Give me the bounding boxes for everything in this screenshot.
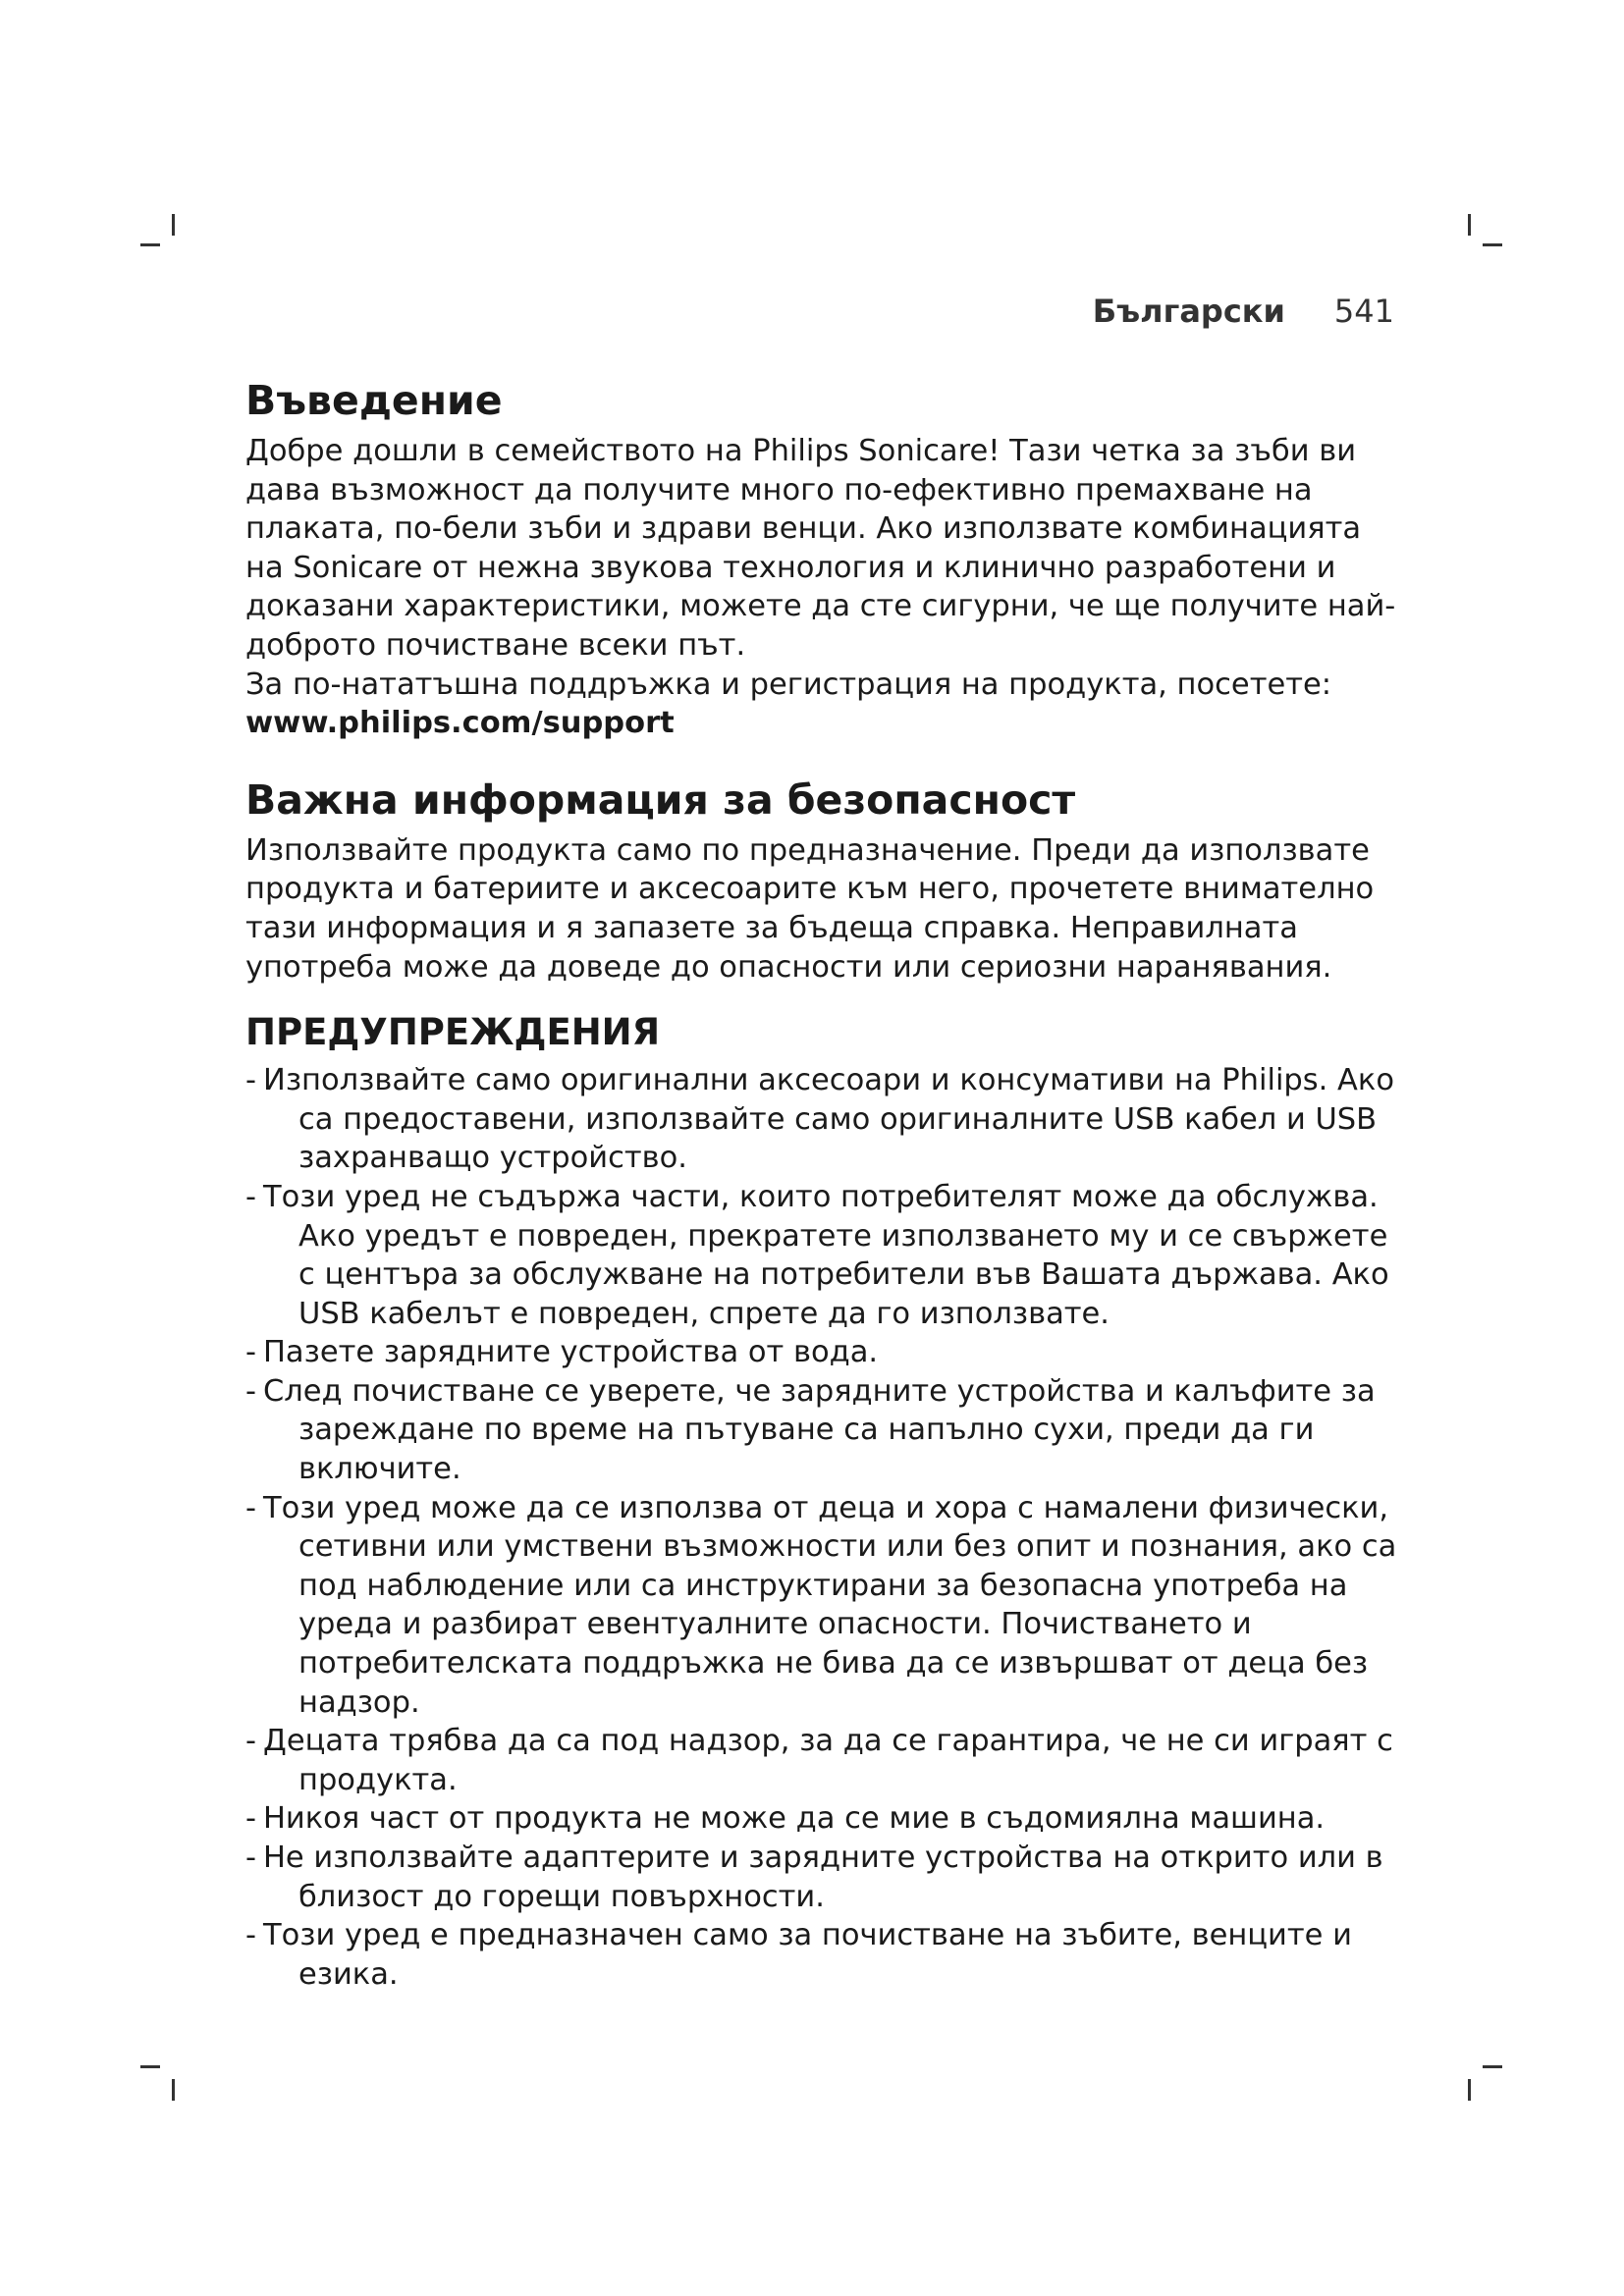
warning-item: - Използвайте само оригинални аксесоари и консумативи на Philips. Ако са предоставени, използвайте само оригиналните USB кабел и USB захранващо устройство. [245,1063,1395,1176]
crop-mark-tr-h [1483,243,1502,246]
warning-item: - Този уред е предназначен само за почистване на зъбите, венците и езика. [245,1918,1352,1992]
warning-item: - Никоя част от продукта не може да се мие в съдомиялна машина. [245,1801,1326,1837]
page-header [1093,293,1394,330]
warning-item: - Не използвайте адаптерите и зарядните устройства на открито или в близост до горещи повърхности. [245,1841,1383,1914]
crop-mark-br-h [1483,2065,1502,2068]
support-text: За по-нататъшна поддръжка и регистрация на продукта, посетете: [245,667,1332,702]
crop-mark-tl-h [140,243,160,246]
safety-heading: Важна информация за безопасност [245,775,1076,824]
crop-mark-tl-v [172,214,175,236]
warning-item: - Децата трябва да са под надзор, за да се гарантира, че не си играят с продукта. [245,1724,1393,1797]
support-link[interactable]: www.philips.com/support [245,706,675,741]
crop-mark-br-v [1468,2079,1471,2101]
warnings-heading: ПРЕДУПРЕЖДЕНИЯ [245,1011,661,1054]
header-language: Български [1092,293,1285,330]
intro-paragraph: Добре дошли в семейството на Philips Sonicare! Тази четка за зъби ви дава възможност да получите много по-ефективно премахване на плаката, по-бели зъби и здрави венци. Ако използвате комбинацията на Sonicare от нежна звукова технология и клинично разработени и доказани характеристики, можете да сте сигурни, че ще получите най-доброто почистване всеки път. [245,434,1396,663]
warning-item: - След почистване се уверете, че зарядните устройства и калъфите за зареждане по време на пътуване са напълно сухи, преди да ги включите. [245,1373,1376,1487]
warnings-list [245,1061,1404,1994]
page-number: 541 [1333,293,1394,330]
safety-paragraph: Използвайте продукта само по предназначение. Преди да използвате продукта и батериите и аксесоарите към него, прочетете внимателно тази информация и я запазете за бъдеща справка. Неправилната употреба може да доведе до опасности или сериозни наранявания. [245,832,1375,985]
intro-heading: Въведение [245,377,503,424]
warning-item: - Пазете зарядните устройства от вода. [245,1335,879,1370]
page-content [245,375,1404,1994]
warning-item: - Този уред може да се използва от деца и хора с намалени физически, сетивни или умствени възможности или без опит и познания, ако са под наблюдение или са инструктирани за безопасна употреба на уреда и разбират евентуалните опасности. Почистването и потребителската поддръжка не бива да се извършват от деца без надзор. [245,1490,1397,1720]
crop-mark-bl-h [140,2065,160,2068]
crop-mark-bl-v [172,2079,175,2101]
crop-mark-tr-v [1468,214,1471,236]
warning-item: - Този уред не съдържа части, които потребителят може да обслужва. Ако уредът е повреден, прекратете използването му и се свържете с центъра за обслужване на потребители във Вашата държава. Ако USB кабелът е повреден, спрете да го използвате. [245,1179,1389,1331]
